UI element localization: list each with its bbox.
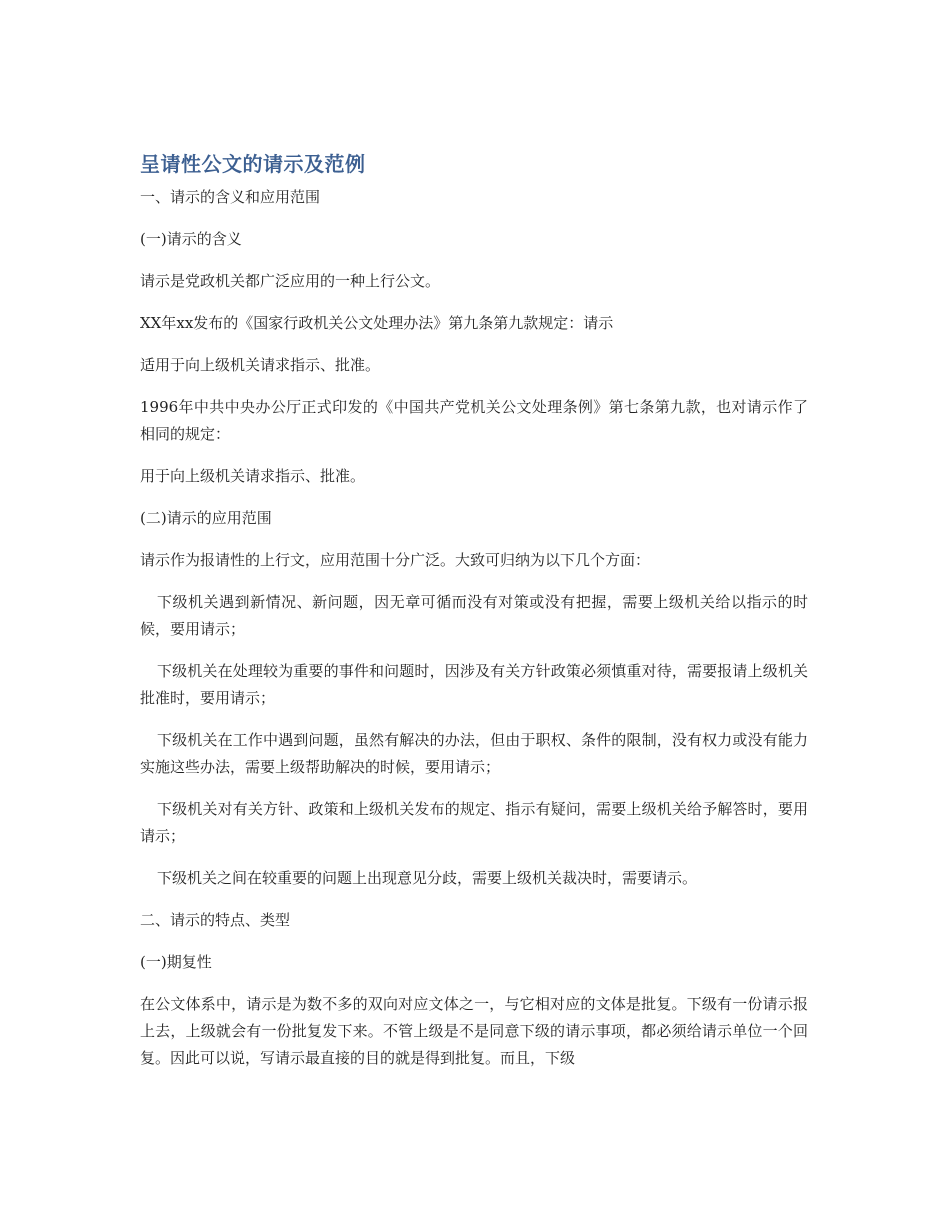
list-paragraph: 下级机关在处理较为重要的事件和问题时，因涉及有关方针政策必须慎重对待，需要报请上级机关批准时，要用请示； — [140, 662, 808, 707]
list-paragraph: 下级机关对有关方针、政策和上级机关发布的规定、指示有疑问，需要上级机关给予解答时，要用请示； — [140, 800, 808, 845]
document-page — [140, 150, 808, 1087]
list-paragraph: 下级机关在工作中遇到问题，虽然有解决的办法，但由于职权、条件的限制，没有权力或没有能力实施这些办法，需要上级帮助解决的时候，要用请示； — [140, 731, 808, 776]
subsection-heading: (一)期复性 — [140, 953, 212, 971]
subsection-heading: (二)请示的应用范围 — [140, 509, 272, 527]
body-paragraph: 在公文体系中，请示是为数不多的双向对应文体之一，与它相对应的文体是批复。下级有一份请示报上去，上级就会有一份批复发下来。不管上级是不是同意下级的请示事项，都必须给请示单位一个回复。因此可以说，写请示最直接的目的就是得到批复。而且，下级 — [140, 995, 808, 1067]
body-paragraph: 1996年中共中央办公厅正式印发的《中国共产党机关公文处理条例》第七条第九款，也对请示作了相同的规定： — [140, 398, 808, 443]
body-paragraph: XX年xx发布的《国家行政机关公文处理办法》第九条第九款规定：请示 — [140, 314, 614, 332]
body-paragraph: 请示是党政机关都广泛应用的一种上行公文。 — [140, 272, 441, 290]
body-paragraph: 请示作为报请性的上行文，应用范围十分广泛。大致可归纳为以下几个方面： — [140, 551, 651, 569]
document-title: 呈请性公文的请示及范例 — [140, 152, 366, 176]
body-paragraph: 用于向上级机关请求指示、批准。 — [140, 467, 366, 485]
section-heading: 一、请示的含义和应用范围 — [140, 188, 321, 206]
subsection-heading: (一)请示的含义 — [140, 230, 242, 248]
section-heading: 二、请示的特点、类型 — [140, 911, 291, 929]
list-paragraph: 下级机关之间在较重要的问题上出现意见分歧，需要上级机关裁决时，需要请示。 — [157, 869, 698, 887]
list-paragraph: 下级机关遇到新情况、新问题，因无章可循而没有对策或没有把握，需要上级机关给以指示的时候，要用请示； — [140, 593, 808, 638]
body-paragraph: 适用于向上级机关请求指示、批准。 — [140, 356, 381, 374]
